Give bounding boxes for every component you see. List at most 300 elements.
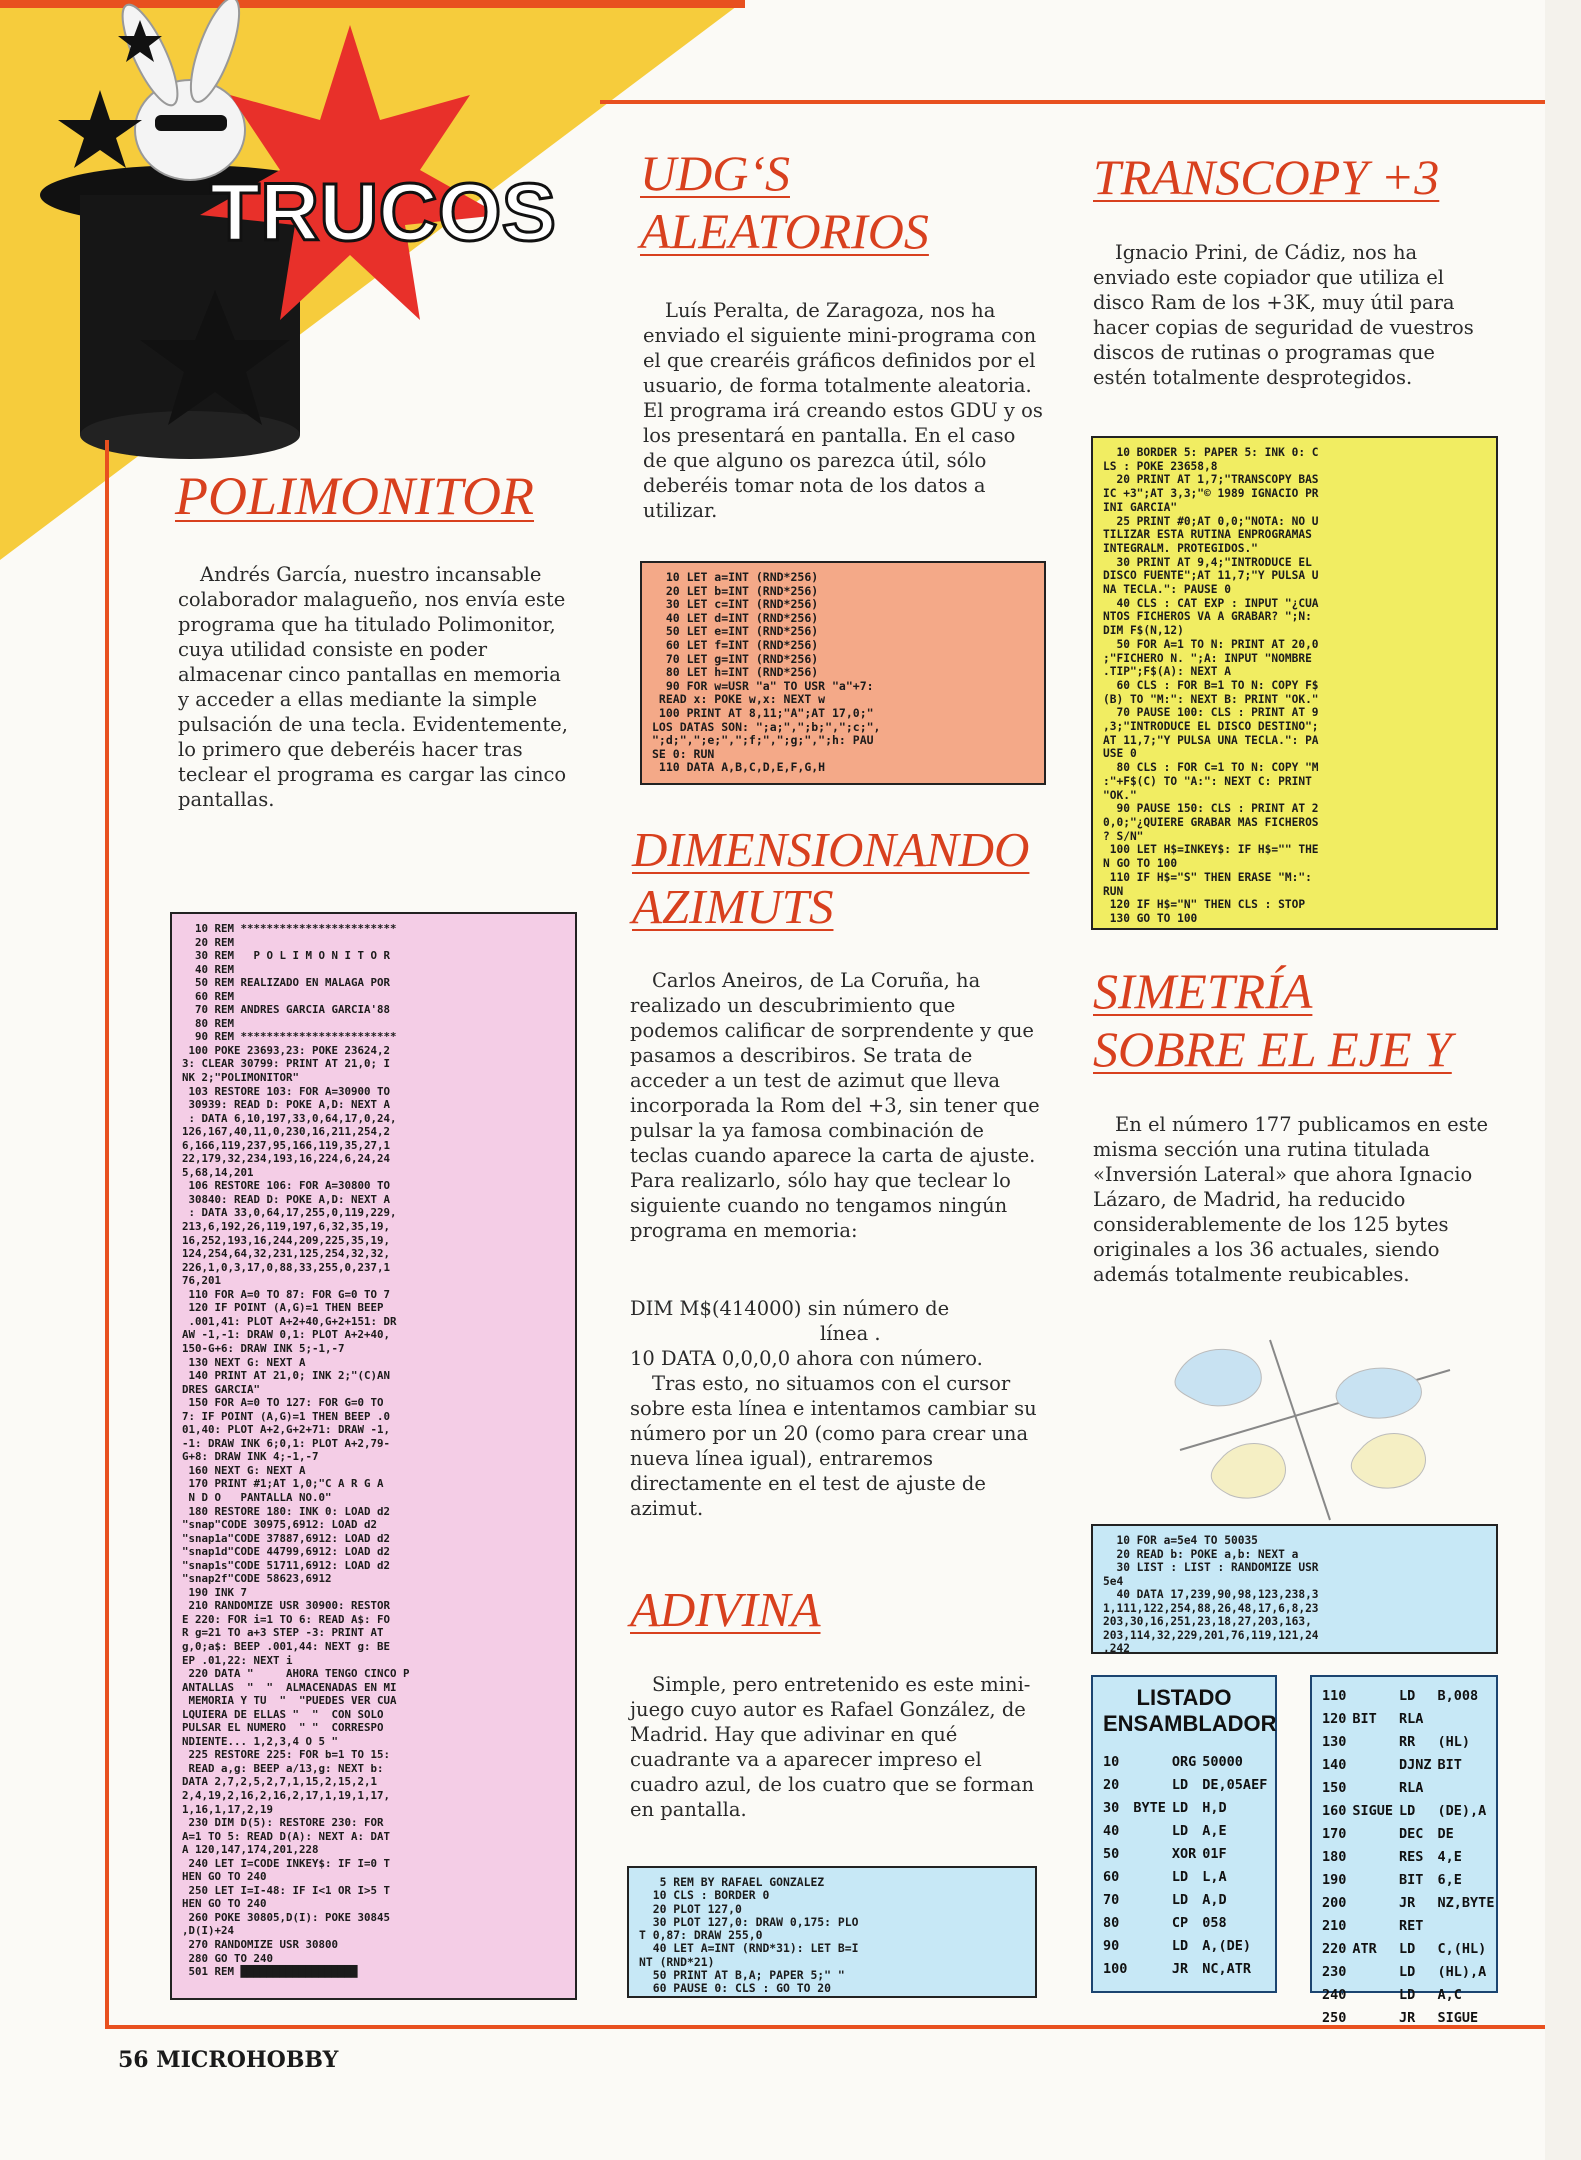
asm-cell — [1352, 1823, 1399, 1846]
transcopy-title: TRANSCOPY +3 — [1093, 149, 1440, 205]
code-line: 20 REM — [182, 935, 235, 949]
asm-cell: 6,E — [1437, 1872, 1462, 1888]
asm-cell: SIGUE — [1437, 2010, 1479, 2026]
code-line: 6,166,119,237,95,166,119,35,27,1 — [182, 1138, 391, 1152]
code-line: LS : POKE 23658,8 — [1103, 459, 1218, 473]
adivina-listing — [627, 1866, 1037, 1998]
code-line: "snap1d"CODE 44799,6912: LOAD d2 — [182, 1545, 391, 1559]
code-line: 90 FOR w=USR "a" TO USR "a"+7: — [652, 678, 874, 693]
code-line: 120 IF POINT (A,G)=1 THEN BEEP — [182, 1301, 384, 1315]
asm-cell: 200 — [1322, 1895, 1347, 1911]
asm-cell: (DE),A — [1437, 1803, 1487, 1819]
asm-cell — [1352, 1846, 1399, 1869]
asm-cell: 170 — [1322, 1826, 1347, 1842]
asm-cell — [1352, 1892, 1399, 1915]
asm-cell: RET — [1399, 1918, 1424, 1934]
udgs-body: Luís Peralta, de Zaragoza, nos ha enviado el siguiente mini-programa con el que crearéis gráficos definidos por el usuario, de forma totalmente aleatoria. El programa irá creando estos GDU y os los presentará en pantalla. En el caso de que alguno os parezca útil, sólo deberéis tomar nota de los datos a utilizar. — [643, 299, 1043, 522]
code-line: USE 0 — [1103, 747, 1137, 761]
code-line: 501 REM ██████████████████ — [182, 1965, 358, 1979]
code-line: :"+F$(C) TO "A:": NEXT C: PRINT — [1103, 774, 1312, 788]
asm-cell: 30 — [1103, 1800, 1120, 1816]
code-line: 20 LET b=INT (RND*256) — [652, 583, 819, 598]
asm-cell: (HL) — [1437, 1734, 1471, 1750]
asm-cell — [1133, 1935, 1172, 1958]
asm-cell: JR — [1171, 1961, 1189, 1977]
code-line: AW -1,-1: DRAW 0,1: PLOT A+2+40, — [182, 1328, 391, 1342]
section-label: TRUCOS — [210, 167, 557, 258]
code-line: 124,254,64,32,231,125,254,32,32, — [182, 1247, 391, 1261]
asm-cell: 250 — [1322, 2010, 1347, 2026]
code-line: DRES GARCIA" — [182, 1382, 261, 1396]
asm-row — [1322, 1892, 1500, 1915]
code-line: 1,16,1,17,2,19 — [182, 1802, 274, 1816]
code-line: ,D(I)+24 — [182, 1924, 235, 1938]
code-line: 130 GO TO 100 — [1103, 911, 1198, 925]
asm-cell: LD — [1399, 1803, 1416, 1819]
symmetry-illustration — [1160, 1330, 1470, 1530]
asm-row — [1322, 1869, 1500, 1892]
code-line: N GO TO 100 — [1103, 857, 1178, 871]
code-line: 90 REM ************************ — [182, 1030, 397, 1044]
asm-cell: 120 — [1322, 1711, 1347, 1727]
code-line: 190 INK 7 — [182, 1585, 248, 1599]
asm-title — [1103, 1685, 1277, 1737]
code-line: EP .01,22: NEXT i — [182, 1653, 293, 1667]
asm-cell: 01F — [1202, 1846, 1227, 1862]
asm-cell: 50000 — [1202, 1754, 1243, 1770]
asm-cell: 50 — [1103, 1846, 1120, 1862]
asm-cell: LD — [1171, 1869, 1189, 1885]
code-line: PULSAR EL NUMERO " " CORRESPO — [182, 1721, 384, 1735]
code-line: ;"FICHERO N. ";A: INPUT "NOMBRE — [1103, 651, 1312, 665]
code-line: 70 REM ANDRES GARCIA GARCIA'88 — [182, 1003, 391, 1017]
code-line: 160 NEXT G: NEXT A — [182, 1463, 306, 1477]
asm-row — [1322, 1915, 1500, 1938]
code-line: 7: IF POINT (A,G)=1 THEN BEEP .0 — [182, 1409, 391, 1423]
code-line: 5 REM BY RAFAEL GONZALEZ — [639, 1875, 825, 1889]
asm-cell — [1133, 1843, 1172, 1866]
left-rule — [105, 440, 109, 2029]
asm-cell — [1133, 1866, 1172, 1889]
code-line: TILIZAR ESTA RUTINA ENPROGRAMAS — [1103, 528, 1312, 542]
code-line: 10 CLS : BORDER 0 — [639, 1888, 770, 1903]
asm-cell: 10 — [1103, 1754, 1120, 1770]
code-line: 80 CLS : FOR C=1 TO N: COPY "M — [1103, 761, 1319, 775]
asm-row — [1103, 1912, 1273, 1935]
dimensionando-dim-line — [630, 1296, 1040, 1371]
code-line: ? S/N" — [1103, 829, 1144, 843]
code-line: 3: CLEAR 30799: PRINT AT 21,0; I — [182, 1057, 391, 1071]
asm-cell: LD — [1399, 1964, 1416, 1980]
code-line: 180 RESTORE 180: INK 0: LOAD d2 — [182, 1504, 391, 1518]
asm-cell: (HL),A — [1437, 1964, 1487, 1980]
dim-line-text: DIM M$(414000) sin número de — [630, 1297, 950, 1320]
asm-cell: H,D — [1202, 1800, 1227, 1816]
asm-cell: LD — [1171, 1823, 1189, 1839]
code-line: HEN GO TO 240 — [182, 1870, 267, 1884]
asm-cell: 110 — [1322, 1688, 1347, 1704]
asm-cell: 140 — [1322, 1757, 1347, 1773]
polimonitor-listing — [170, 912, 577, 2000]
asm-cell — [1352, 1777, 1399, 1800]
asm-cell — [1352, 1731, 1399, 1754]
code-line: 30 PLOT 127,0: DRAW 0,175: PLO — [639, 1914, 859, 1929]
code-line: 30 REM P O L I M O N I T O R — [182, 949, 391, 963]
asm-cell: BIT — [1399, 1872, 1424, 1888]
code-line: "snap1s"CODE 51711,6912: LOAD d2 — [182, 1558, 391, 1572]
asm-cell: XOR — [1171, 1846, 1197, 1862]
asm-cell: A,E — [1202, 1823, 1227, 1839]
code-line: READ a,g: BEEP a/13,g: NEXT b: — [182, 1761, 384, 1775]
page-footer: 56 MICROHOBBY — [118, 2047, 339, 2073]
code-line: 76,201 — [182, 1274, 222, 1288]
code-line: T 0,87: DRAW 255,0 — [639, 1928, 763, 1943]
dimensionando-body: Carlos Aneiros, de La Coruña, ha realizado un descubrimiento que podemos calificar de sorprendente y que pasamos a describiros. Se trata de acceder a un test de azimut que lleva incorporada la Rom del +3, sin tener que pulsar la ya famosa combinación de teclas cuando aparece la carta de ajuste. Para realizarlo, sólo hay que teclear lo siguiente cuando no tengamos ningún programa en memoria: — [630, 969, 1040, 1242]
code-line: 20 PLOT 127,0 — [639, 1901, 742, 1916]
code-line: 40 REM — [182, 962, 235, 976]
asm-cell: JR — [1399, 1895, 1416, 1911]
asm-cell: 40 — [1103, 1823, 1120, 1839]
asm-cell: 130 — [1322, 1734, 1347, 1750]
simetria-title-line1: SIMETRÍA — [1093, 963, 1313, 1019]
asm-cell: L,A — [1202, 1869, 1227, 1885]
code-line: 10 BORDER 5: PAPER 5: INK 0: C — [1103, 446, 1319, 459]
code-line: 230 DIM D(5): RESTORE 230: FOR — [182, 1816, 384, 1830]
code-line: DATA 2,7,2,5,2,7,1,15,2,15,2,1 — [182, 1775, 378, 1789]
code-line: NT (RND*21) — [639, 1954, 715, 1969]
code-line: NDIENTE... 1,2,3,4 O 5 " — [182, 1734, 339, 1748]
simetria-body: En el número 177 publicamos en este misma sección una rutina titulada «Inversión Lateral» que ahora Ignacio Lázaro, de Madrid, ha reducido considerablemente de los 125 bytes originales a los 36 actuales, siendo además totalmente reubicables. — [1093, 1113, 1488, 1286]
transcopy-body: Ignacio Prini, de Cádiz, nos ha enviado este copiador que utiliza el disco Ram de los +3K, muy útil para hacer copias de seguridad de vuestros discos de rutinas o programas que estén totalmente desprotegidos. — [1093, 241, 1474, 389]
asm-left-table — [1103, 1751, 1273, 1981]
code-line: 10 LET a=INT (RND*256) — [652, 570, 819, 584]
code-line: 0,0;"¿QUIERE GRABAR MAS FICHEROS — [1103, 815, 1319, 829]
asm-cell: 240 — [1322, 1987, 1347, 2003]
code-line: : DATA 6,10,197,33,0,64,17,0,24, — [182, 1111, 397, 1125]
udgs-title-line2: ALEATORIOS — [640, 203, 929, 259]
asm-cell: RES — [1399, 1849, 1424, 1865]
code-line: 40 CLS : CAT EXP : INPUT "¿CUA — [1103, 596, 1319, 610]
asm-cell: BYTE — [1133, 1800, 1166, 1816]
code-line: N D O PANTALLA NO.0" — [182, 1490, 332, 1504]
asm-row — [1322, 1961, 1500, 1984]
code-line: 50 REM REALIZADO EN MALAGA POR — [182, 976, 391, 990]
asm-row — [1322, 1938, 1500, 1961]
code-line: 30 LIST : LIST : RANDOMIZE USR — [1103, 1561, 1319, 1574]
udgs-listing — [640, 561, 1046, 785]
code-line: R g=21 TO a+3 STEP -3: PRINT AT — [182, 1626, 384, 1640]
asm-cell: LD — [1171, 1892, 1189, 1908]
code-line: LOS DATAS SON: ";a;",";b;",";c;", — [652, 719, 881, 734]
code-line: 270 RANDOMIZE USR 30800 — [182, 1938, 339, 1952]
code-line: NA TECLA.": PAUSE 0 — [1103, 583, 1231, 597]
code-line: SE 0: RUN — [652, 746, 715, 761]
asm-left-box — [1091, 1675, 1277, 1993]
simetria-listing — [1091, 1524, 1498, 1654]
data-line-text: 10 DATA 0,0,0,0 ahora con número. — [630, 1347, 983, 1370]
code-line: -1: DRAW INK 6;0,1: PLOT A+2,79- — [182, 1436, 391, 1450]
asm-cell: RR — [1399, 1734, 1416, 1750]
code-line: INI GARCIA" — [1103, 500, 1178, 514]
asm-cell: SIGUE — [1352, 1803, 1394, 1819]
asm-cell — [1133, 1820, 1172, 1843]
code-line: 110 DATA A,B,C,D,E,F,G,H — [652, 760, 826, 775]
code-line: A=1 TO 5: READ D(A): NEXT A: DAT — [182, 1829, 391, 1843]
asm-row — [1103, 1797, 1273, 1820]
code-line: INTEGRALM. PROTEGIDOS." — [1103, 541, 1258, 555]
code-line: 226,1,0,3,17,0,88,33,255,0,237,1 — [182, 1260, 391, 1274]
asm-cell: 90 — [1103, 1938, 1120, 1954]
code-line: 70 LET g=INT (RND*256) — [652, 651, 819, 666]
code-line: 70 PAUSE 100: CLS : PRINT AT 9 — [1103, 706, 1319, 720]
code-line: 240 LET I=CODE INKEY$: IF I=0 T — [182, 1856, 391, 1870]
asm-cell: 160 — [1322, 1803, 1347, 1819]
asm-row — [1103, 1958, 1273, 1981]
asm-cell: 190 — [1322, 1872, 1347, 1888]
asm-cell — [1133, 1774, 1172, 1797]
asm-cell: NZ,BYTE — [1437, 1895, 1495, 1911]
asm-cell: LD — [1399, 1987, 1416, 2003]
code-line: 1,111,122,254,88,26,48,17,6,8,23 — [1103, 1601, 1319, 1615]
code-line: .TIP";F$(A): NEXT A — [1103, 665, 1231, 679]
asm-cell: DEC — [1399, 1826, 1424, 1842]
code-line: 220 DATA " AHORA TENGO CINCO P — [182, 1667, 410, 1681]
asm-row — [1322, 1823, 1500, 1846]
code-line: 30 LET c=INT (RND*256) — [652, 597, 819, 612]
code-line: 150 FOR A=0 TO 127: FOR G=0 TO — [182, 1396, 384, 1410]
code-line: 203,114,32,229,201,76,119,121,24 — [1103, 1628, 1319, 1642]
code-line: 260 POKE 30805,D(I): POKE 30845 — [182, 1910, 391, 1924]
code-line: 280 GO TO 240 — [182, 1951, 274, 1965]
udgs-title — [640, 144, 929, 260]
code-line: .001,41: PLOT A+2+40,G+2+151: DR — [182, 1314, 397, 1328]
asm-row — [1103, 1935, 1273, 1958]
asm-cell: BIT — [1437, 1757, 1462, 1773]
code-line: ANTALLAS " " ALMACENADAS EN MI — [182, 1680, 397, 1694]
code-line: DIM F$(N,12) — [1103, 624, 1184, 638]
asm-row — [1322, 2007, 1500, 2030]
asm-cell: 210 — [1322, 1918, 1347, 1934]
code-line: G+8: DRAW INK 4;-1,-7 — [182, 1450, 319, 1464]
asm-cell — [1438, 1915, 1501, 1938]
code-line: 100 PRINT AT 8,11;"A";AT 17,0;" — [652, 705, 874, 720]
asm-cell: 180 — [1322, 1849, 1347, 1865]
asm-cell: 60 — [1103, 1869, 1120, 1885]
code-line: 5,68,14,201 — [182, 1165, 254, 1179]
code-line: HEN GO TO 240 — [182, 1897, 267, 1911]
asm-cell: A,D — [1202, 1892, 1227, 1908]
asm-cell: DE — [1437, 1826, 1454, 1842]
code-line: 01,40: PLOT A+2,G+2+71: DRAW -1, — [182, 1423, 391, 1437]
code-line: 30 PRINT AT 9,4;"INTRODUCE EL — [1103, 555, 1312, 569]
code-line: ";d;",";e;",";f;",";g;",";h: PAU — [652, 733, 874, 748]
code-line: 90 PAUSE 150: CLS : PRINT AT 2 — [1103, 802, 1319, 816]
code-line: NTOS FICHEROS VA A GRABAR? ";N: — [1103, 610, 1312, 624]
code-line: 50 FOR A=1 TO N: PRINT AT 20,0 — [1103, 637, 1319, 651]
code-line: 40 LET A=INT (RND*31): LET B=I — [639, 1941, 859, 1956]
asm-cell — [1438, 1777, 1501, 1800]
asm-cell: 20 — [1103, 1777, 1120, 1793]
asm-row — [1103, 1820, 1273, 1843]
code-line: ,242 — [1103, 1642, 1130, 1655]
code-line: 22,179,32,234,193,16,224,6,24,24 — [182, 1152, 391, 1166]
asm-title-line1: LISTADO — [1136, 1685, 1232, 1710]
asm-cell: A,C — [1437, 1987, 1462, 2003]
code-line: MEMORIA Y TU " "PUEDES VER CUA — [182, 1694, 397, 1708]
dim-line-text-2: línea . — [820, 1322, 881, 1345]
asm-cell — [1352, 1961, 1399, 1984]
code-line: LQUIERA DE ELLAS " " CON SOLO — [182, 1707, 384, 1721]
code-line: 120 IF H$="N" THEN CLS : STOP — [1103, 898, 1306, 912]
code-line: "snap"CODE 30975,6912: LOAD d2 — [182, 1518, 378, 1532]
asm-cell: 70 — [1103, 1892, 1120, 1908]
code-line: RUN — [1103, 884, 1124, 898]
asm-cell: DE,05AEF — [1202, 1777, 1268, 1793]
asm-cell: LD — [1171, 1938, 1189, 1954]
asm-row — [1103, 1751, 1273, 1774]
asm-cell: NC,ATR — [1202, 1961, 1252, 1977]
asm-row — [1103, 1774, 1273, 1797]
asm-cell — [1438, 1708, 1501, 1731]
asm-cell — [1133, 1751, 1172, 1774]
code-line: "snap1a"CODE 37887,6912: LOAD d2 — [182, 1531, 391, 1545]
asm-cell: 4,E — [1437, 1849, 1462, 1865]
asm-right-table — [1322, 1685, 1500, 2030]
asm-cell — [1352, 1685, 1399, 1708]
code-line: : DATA 33,0,64,17,255,0,119,229, — [182, 1206, 397, 1220]
code-line: "OK." — [1103, 788, 1137, 802]
adivina-title: ADIVINA — [630, 1582, 821, 1637]
asm-row — [1322, 1777, 1500, 1800]
code-line: 100 LET H$=INKEY$: IF H$="" THE — [1103, 843, 1319, 857]
asm-cell: B,008 — [1437, 1688, 1479, 1704]
asm-right-box — [1310, 1675, 1498, 2026]
code-line: AT 11,7;"Y PULSA UNA TECLA.": PA — [1103, 733, 1319, 747]
asm-row — [1322, 1800, 1500, 1823]
code-line: 40 LET d=INT (RND*256) — [652, 610, 819, 625]
code-line: 10 REM ************************ — [182, 922, 397, 935]
code-line: 80 LET h=INT (RND*256) — [652, 665, 819, 680]
asm-cell: 058 — [1202, 1915, 1227, 1931]
code-line: 140 PRINT AT 21,0; INK 2;"(C)AN — [182, 1369, 391, 1383]
asm-row — [1322, 1708, 1500, 1731]
polimonitor-title: POLIMONITOR — [175, 466, 535, 526]
asm-cell — [1133, 1912, 1172, 1935]
asm-cell: 80 — [1103, 1915, 1120, 1931]
code-line: 50 LET e=INT (RND*256) — [652, 624, 819, 639]
code-line: E 220: FOR i=1 TO 6: READ A$: FO — [182, 1612, 391, 1626]
code-line: 25 PRINT #0;AT 0,0;"NOTA: NO U — [1103, 514, 1319, 528]
asm-cell: CP — [1171, 1915, 1189, 1931]
code-line: 40 DATA 17,239,90,98,123,238,3 — [1103, 1588, 1319, 1601]
code-line: 100 POKE 23693,23: POKE 23624,2 — [182, 1043, 391, 1057]
adivina-body: Simple, pero entretenido es este mini-juego cuyo autor es Rafael González, de Madrid. Hay que adivinar en qué cuadrante va a aparecer impreso el cuadro azul, de los cuatro que se forman en pantalla. — [630, 1673, 1035, 1821]
top-rule — [600, 100, 1581, 104]
asm-cell: ORG — [1171, 1754, 1197, 1770]
asm-cell — [1352, 1869, 1399, 1892]
asm-cell — [1133, 1889, 1172, 1912]
asm-cell: 150 — [1322, 1780, 1347, 1796]
code-line: 210 RANDOMIZE USR 30900: RESTOR — [182, 1599, 391, 1613]
code-line: 30840: READ D: POKE A,D: NEXT A — [182, 1192, 391, 1206]
code-line: READ x: POKE w,x: NEXT w — [652, 692, 826, 707]
code-line: 213,6,192,26,119,197,6,32,35,19, — [182, 1220, 391, 1234]
simetria-title-line2: SOBRE EL EJE Y — [1093, 1021, 1452, 1077]
code-line: 60 CLS : FOR B=1 TO N: COPY F$ — [1103, 678, 1319, 692]
code-line: 150-G+6: DRAW INK 5;-1,-7 — [182, 1341, 345, 1355]
code-line: 80 REM — [182, 1016, 235, 1030]
code-line: 5e4 — [1103, 1574, 1124, 1588]
asm-cell: BIT — [1352, 1711, 1377, 1727]
asm-row — [1322, 1846, 1500, 1869]
code-line: 126,167,40,11,0,230,16,211,254,2 — [182, 1125, 391, 1139]
code-line: DISCO FUENTE";AT 11,7;"Y PULSA U — [1103, 569, 1319, 583]
code-line: 30939: READ D: POKE A,D: NEXT A — [182, 1098, 391, 1112]
asm-row — [1322, 1754, 1500, 1777]
asm-cell — [1352, 2007, 1399, 2030]
asm-row — [1103, 1866, 1273, 1889]
asm-cell — [1352, 1754, 1399, 1777]
asm-title-line2: ENSAMBLADOR — [1103, 1711, 1277, 1736]
asm-cell: JR — [1399, 2010, 1416, 2026]
dimensionando-title-line2: AZIMUTS — [632, 878, 834, 934]
code-line: ,3;"INTRODUCE EL DISCO DESTINO"; — [1103, 720, 1319, 734]
asm-cell: LD — [1399, 1941, 1416, 1957]
asm-cell: DJNZ — [1399, 1757, 1432, 1773]
dimensionando-title — [632, 822, 1029, 936]
asm-cell — [1352, 1984, 1399, 2007]
code-line: 170 PRINT #1;AT 1,0;"C A R G A — [182, 1477, 384, 1491]
asm-cell: RLA — [1399, 1711, 1424, 1727]
asm-cell: LD — [1399, 1688, 1416, 1704]
code-line: NK 2;"POLIMONITOR" — [182, 1071, 300, 1085]
asm-cell: RLA — [1399, 1780, 1424, 1796]
asm-cell: 220 — [1322, 1941, 1347, 1957]
transcopy-listing — [1091, 436, 1498, 930]
code-line: 50 PRINT AT B,A; PAPER 5;" " — [639, 1968, 845, 1983]
asm-cell: 230 — [1322, 1964, 1347, 1980]
code-line: 60 LET f=INT (RND*256) — [652, 637, 819, 652]
asm-row — [1103, 1889, 1273, 1912]
code-line: 2,4,19,2,16,2,16,2,17,1,19,1,17, — [182, 1789, 391, 1802]
code-line: 10 FOR a=5e4 TO 50035 — [1103, 1534, 1258, 1547]
code-line: 106 RESTORE 106: FOR A=30800 TO — [182, 1179, 391, 1193]
code-line: 130 NEXT G: NEXT A — [182, 1355, 306, 1369]
right-edge-strip — [1545, 0, 1581, 2160]
asm-row — [1322, 1685, 1500, 1708]
asm-row — [1322, 1984, 1500, 2007]
asm-row — [1103, 1843, 1273, 1866]
dimensionando-body-2: Tras esto, no situamos con el cursor sobre esta línea e intentamos cambiar su número por un 20 (como para crear una nueva línea igual), entraremos directamente en el test de ajuste de azimut. — [630, 1372, 1037, 1520]
code-line: 60 PAUSE 0: CLS : GO TO 20 — [639, 1981, 832, 1996]
code-line: 110 FOR A=0 TO 87: FOR G=0 TO 7 — [182, 1287, 391, 1301]
code-line: 103 RESTORE 103: FOR A=30900 TO — [182, 1084, 391, 1098]
udgs-title-line1: UDG‘S — [640, 145, 790, 201]
code-line: 250 LET I=I-48: IF I<1 OR I>5 T — [182, 1883, 391, 1897]
code-line: 110 IF H$="S" THEN ERASE "M:": — [1103, 870, 1312, 884]
asm-cell: LD — [1171, 1777, 1189, 1793]
asm-cell: 100 — [1103, 1961, 1128, 1977]
code-line: g,0;a$: BEEP .001,44: NEXT g: BE — [182, 1639, 391, 1653]
code-line: 225 RESTORE 225: FOR b=1 TO 15: — [182, 1748, 391, 1762]
dimensionando-title-line1: DIMENSIONANDO — [632, 822, 1030, 877]
code-line: IC +3";AT 3,3;"© 1989 IGNACIO PR — [1103, 487, 1319, 501]
code-line: 60 REM — [182, 989, 235, 1003]
asm-cell: A,(DE) — [1202, 1938, 1252, 1954]
simetria-title — [1093, 962, 1452, 1078]
polimonitor-body: Andrés García, nuestro incansable colaborador malagueño, nos envía este programa que ha titulado Polimonitor, cuya utilidad consiste en poder almacenar cinco pantallas en memoria y acceder a ellas mediante la simple pulsación de una tecla. Evidentemente, lo primero que deberéis hacer tras teclear el programa es cargar las cinco pantallas. — [178, 563, 568, 811]
code-line: "snap2f"CODE 58623,6912 — [182, 1572, 332, 1586]
